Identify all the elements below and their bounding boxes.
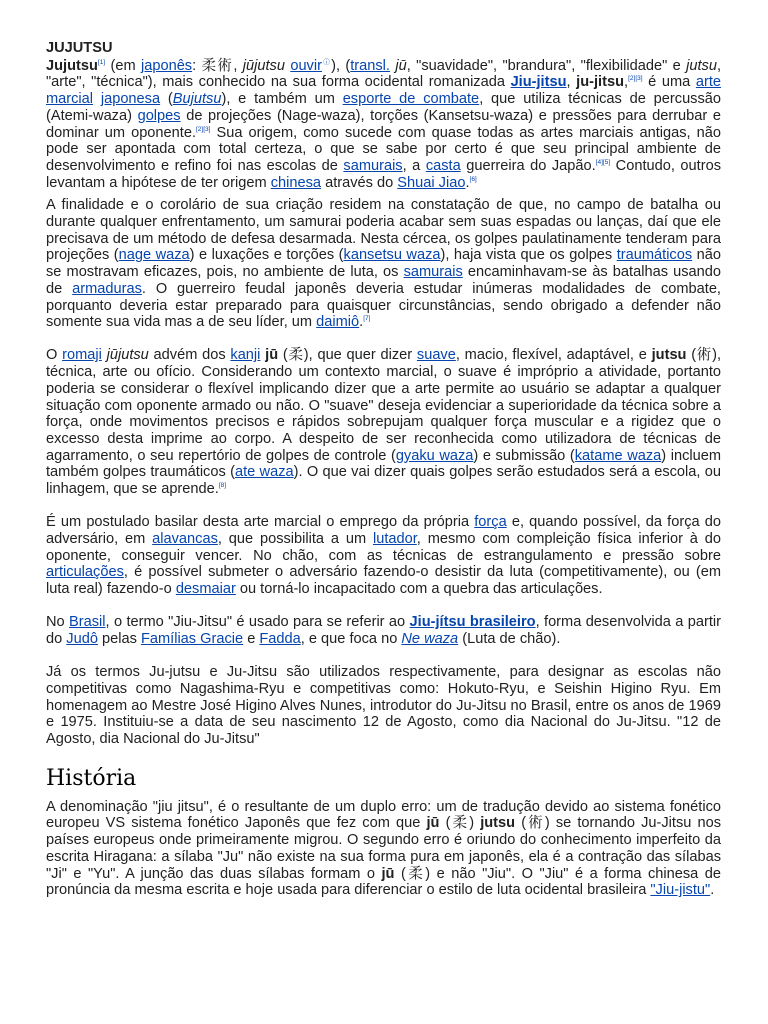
kanji-ju-3: 柔 (405, 865, 426, 882)
link-nage-waza[interactable]: nage waza (118, 247, 190, 264)
link-chinesa[interactable]: chinesa (270, 174, 322, 191)
link-bujutsu[interactable]: Bujutsu (172, 91, 222, 108)
ref-8[interactable]: [8] (218, 482, 227, 490)
link-kansetsu-waza[interactable]: kansetsu waza (343, 247, 441, 264)
ref-1[interactable]: [1] (97, 58, 106, 66)
paragraph-postulado: É um postulado basilar desta arte marcial o emprego da própria força e, quando possível, da força do adversário, em alavancas, que possibilita a um lutador, mesmo com compleição física inferior à do oponente, conseguir vencer. No chão, com as técnicas de estrangulamento e pressão sobre articulações, é possível submeter o adversário fazendo-o desistir da luta (competitivamente), ou (em luta real) fazendo-o desmaiar ou torná-lo incapacitado com a quebra das articulações. (46, 514, 721, 598)
link-esporte-de-combate[interactable]: esporte de combate (342, 91, 480, 108)
link-familias-gracie[interactable]: Famílias Gracie (140, 631, 244, 647)
link-samurais-2[interactable]: samurais (403, 264, 463, 281)
ref-6[interactable]: [6] (469, 175, 477, 183)
link-desmaiar[interactable]: desmaiar (175, 581, 236, 598)
ref-7[interactable]: [7] (363, 315, 371, 323)
link-arte-marcial[interactable]: arte marcial (46, 74, 722, 108)
link-jiu-jistu[interactable]: "Jiu-jistu" (650, 882, 711, 899)
link-golpes[interactable]: golpes (137, 107, 181, 124)
link-judo[interactable]: Judô (66, 631, 98, 647)
link-transl[interactable]: transl. (350, 57, 390, 74)
paragraph-historia: A denominação "jiu jitsu", é o resultante de um duplo erro: um de tradução devido ao sistema fonético europeu VS sistema fonético Japonês que fez com que jū (柔) jutsu (術) se tornando Ju-Jitsu nos países europeus onde primeiramente migrou. O segundo erro é oriundo do conhecimento imperfeito da escrita Hiragana: a sílaba "Ju" não existe na sua forma pura em japonês, ela é a contração das sílabas "Ji" e "Yu". A junção das duas sílabas formam o jū (柔) e não "Jiu". O "Jiu" é a forma chinesa de pronúncia da mesma escrita e hoje usada para diferenciar o estilo de luta ocidental brasileira "Jiu-jistu". (46, 798, 722, 899)
link-kanji[interactable]: kanji (230, 347, 261, 364)
paragraph-romaji: O romaji jūjutsu advém dos kanji jū (柔), que quer dizer suave, macio, flexível, adaptável, e jutsu (術), técnica, arte ou ofício. Considerando um contexto marcial, o suave é impróprio a atividade, portanto poderia se considerar o flexível implicando dizer que a arte permite ao usuário se adaptar a qualquer situação com oponente armado ou não. O "suave" deseja evidenciar a superioridade da técnica sobre a força, onde movimentos precisos e rápidos sobrepujam qualquer força muscular e a rigidez que o excesso desta imprime ao corpo. A despeito de ser reconhecida como utilizadora de técnicas de agarramento, o seu repertório de golpes de controle (gyaku waza) e submissão (katame waza) incluem também golpes traumáticos (ate waza). O que vai dizer quais golpes serão estudados será a escola, ou linhagem, que se aprende.[8] (46, 347, 722, 498)
ref-4-5[interactable]: [4][5] (595, 158, 611, 166)
link-articulacoes[interactable]: articulações (46, 564, 124, 581)
link-samurais[interactable]: samurais (343, 157, 403, 174)
link-japones[interactable]: japonês (140, 57, 193, 74)
term-jujutsu: Jujutsu (46, 57, 98, 74)
page-title: JUJUTSU (46, 40, 113, 56)
link-traumaticos[interactable]: traumáticos (616, 247, 693, 264)
ref-2[interactable]: [2] (628, 75, 636, 83)
link-katame-waza[interactable]: katame waza (574, 447, 662, 464)
link-jiu-jitsu-brasileiro[interactable]: Jiu-jítsu brasileiro (409, 614, 536, 631)
audio-icon[interactable]: ⓘ (321, 58, 332, 66)
link-daimio[interactable]: daimiô (316, 314, 360, 331)
article (46, 40, 721, 915)
kanji-ju-2: 柔 (450, 815, 470, 832)
kanji-jujutsu: 柔術 (201, 57, 234, 74)
link-alavancas[interactable]: alavancas (152, 530, 218, 547)
paragraph-intro: Jujutsu[1] (em japonês: 柔術, jūjutsu ouvirⓘ), (transl. jū, "suavidade", "brandura", "flexibilidade" e jutsu, "arte", "técnica"), mais conhecido na sua forma ocidental romanizada Jiu-jitsu, ju-jitsu,[2][3] é uma arte marcial japonesa (Bujutsu), e também um esporte de combate, que utiliza técnicas de percussão (Atemi-waza) golpes de projeções (Nage-waza), torções (Kansetsu-waza) e pressões para derrubar e dominar um oponente.[2][3] Sua origem, como sucede com quase todas as artes marciais antigas, não pode ser apontada com total certeza, o que se sabe por certo é que seu principal ambiente de desenvolvimento e refino foi nas escolas de samurais, a casta guerreira do Japão.[4][5] Contudo, outros levantam a hipótese de ter origem chinesa através do Shuai Jiao.[6] (46, 57, 722, 191)
link-shuai-jiao[interactable]: Shuai Jiao (397, 174, 466, 191)
link-casta[interactable]: casta (425, 157, 461, 174)
paragraph-finalidade: A finalidade e o corolário de sua criação residem na constatação de que, no campo de batalha ou durante qualquer enfrentamento, um samurai poderia acabar sem suas espadas ou lanças, daí que ele precisava de um método de defesa desarmada. Nesta cércea, os golpes paulatinamente tenderam para projeções (nage waza) e luxações e torções (kansetsu waza), haja vista que os golpes traumáticos não se mostravam eficazes, pois, no ambiente de luta, os samurais encaminhavam-se às batalhas usando de armaduras. O guerreiro feudal japonês deveria estudar inúmeras modalidades de combate, porquanto deveria estar preparado para quaisquer circunstâncias, sendo obrigado a defender não somente sua vida mas a de seu líder, um daimiô.[7] (46, 197, 721, 331)
link-romaji[interactable]: romaji (62, 347, 102, 364)
link-ne-waza[interactable]: Ne waza (401, 631, 459, 647)
link-fadda[interactable]: Fadda (259, 631, 301, 647)
link-ate-waza[interactable]: ate waza (234, 464, 294, 481)
paragraph-termos: Já os termos Ju-jutsu e Ju-Jitsu são utilizados respectivamente, para designar as escolas não competitivas como Nagashima-Ryu e competitivas como: Hokuto-Ryu, e Seishin Higino Ryu. Em homenagem ao Mestre José Higino Alves Nunes, introdutor do Ju-Jitsu no Brasil, entre os anos de 1969 e 1975. Instituiu-se a data de seu nascimento 12 de Agosto, como dia Nacional do Ju-Jitsu. "12 de Agosto, dia Nacional do Ju-Jitsu" (46, 664, 721, 748)
paragraph-brasil: No Brasil, o termo "Jiu-Jitsu" é usado para se referir ao Jiu-jítsu brasileiro, forma desenvolvida a partir do Judô pelas Famílias Gracie e Fadda, e que foca no Ne waza (Luta de chão). (46, 614, 722, 647)
link-japonesa[interactable]: japonesa (100, 91, 161, 108)
kanji-jutsu-2: 術 (526, 815, 545, 832)
link-forca[interactable]: força (474, 514, 507, 531)
link-ouvir[interactable]: ouvir (290, 57, 322, 74)
link-gyaku-waza[interactable]: gyaku waza (395, 447, 474, 464)
ref-2-3[interactable]: [2][3] (196, 125, 211, 133)
link-brasil[interactable]: Brasil (69, 614, 106, 631)
link-lutador[interactable]: lutador (372, 530, 417, 547)
ref-3[interactable]: [3] (635, 75, 643, 83)
link-armaduras[interactable]: armaduras (72, 280, 142, 297)
link-jiu-jitsu[interactable]: Jiu-jitsu (510, 74, 567, 91)
section-heading-historia: História (46, 765, 137, 791)
link-suave[interactable]: suave (416, 347, 456, 364)
kanji-jutsu: 術 (696, 347, 713, 364)
kanji-ju: 柔 (287, 347, 304, 364)
